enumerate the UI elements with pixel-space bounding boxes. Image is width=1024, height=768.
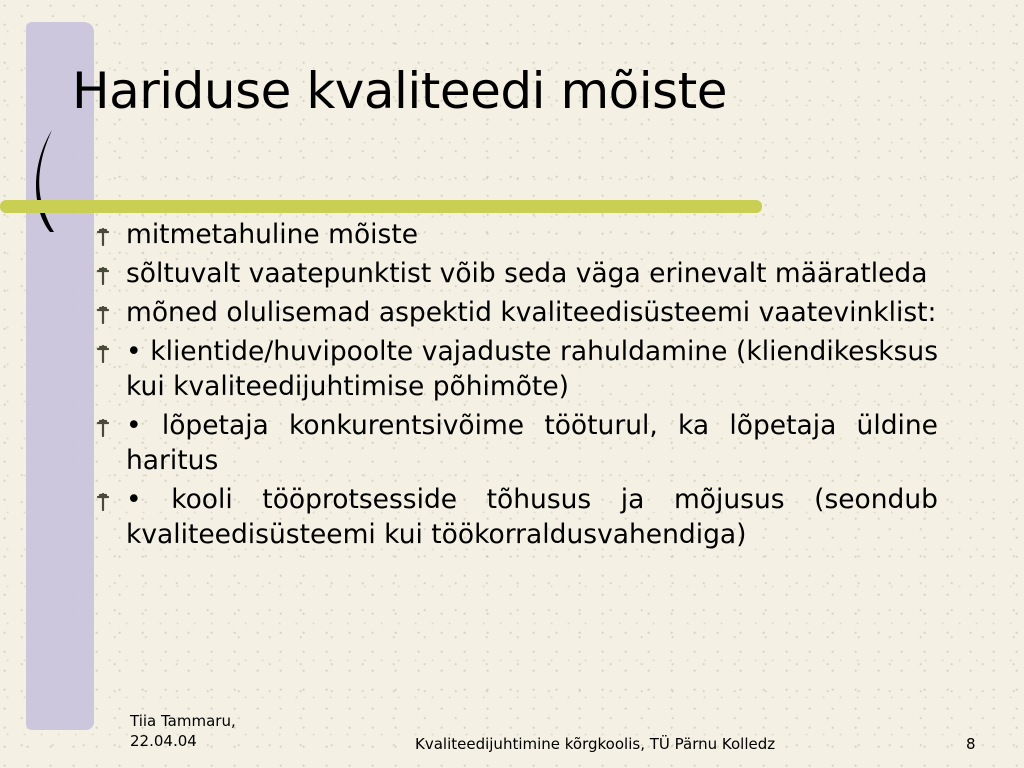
list-item xyxy=(92,296,938,331)
bullet-text: • kooli tööprotsesside tõhusus ja mõjusus (seondub kvaliteedisüsteemi kui töökorraldusvahendiga) xyxy=(126,483,938,550)
footer-course-title: Kvaliteedijuhtimine kõrgkoolis, TÜ Pärnu Kolledz xyxy=(415,735,776,753)
list-item xyxy=(92,409,938,479)
bullet-text: • klientide/huvipoolte vajaduste rahuldamine (kliendikesksus kui kvaliteedijuhtimise põhimõte) xyxy=(126,335,938,402)
list-item xyxy=(92,483,938,553)
list-item xyxy=(92,218,938,253)
bullet-list xyxy=(92,218,938,557)
list-item xyxy=(92,257,938,292)
bullet-text: • lõpetaja konkurentsivõime tööturul, ka lõpetaja üldine haritus xyxy=(126,409,938,476)
pin-icon xyxy=(94,419,112,437)
footer-author-name: Tiia Tammaru, xyxy=(130,712,236,730)
bracket-decoration-icon xyxy=(30,126,70,236)
title-underline-rule xyxy=(0,200,762,213)
pin-icon xyxy=(94,306,112,324)
pin-icon xyxy=(94,345,112,363)
pin-icon xyxy=(94,493,112,511)
bullet-text: mõned olulisemad aspektid kvaliteedisüsteemi vaatevinklist: xyxy=(126,296,937,328)
list-item xyxy=(92,335,938,405)
footer-author xyxy=(130,712,236,751)
footer-date: 22.04.04 xyxy=(130,731,197,750)
pin-icon xyxy=(94,228,112,246)
bullet-text: mitmetahuline mõiste xyxy=(126,219,419,250)
slide-title: Hariduse kvaliteedi mõiste xyxy=(72,62,728,120)
pin-icon xyxy=(94,267,112,285)
footer-page-number: 8 xyxy=(966,735,976,753)
bullet-text: sõltuvalt vaatepunktist võib seda väga erinevalt määratleda xyxy=(126,257,928,289)
